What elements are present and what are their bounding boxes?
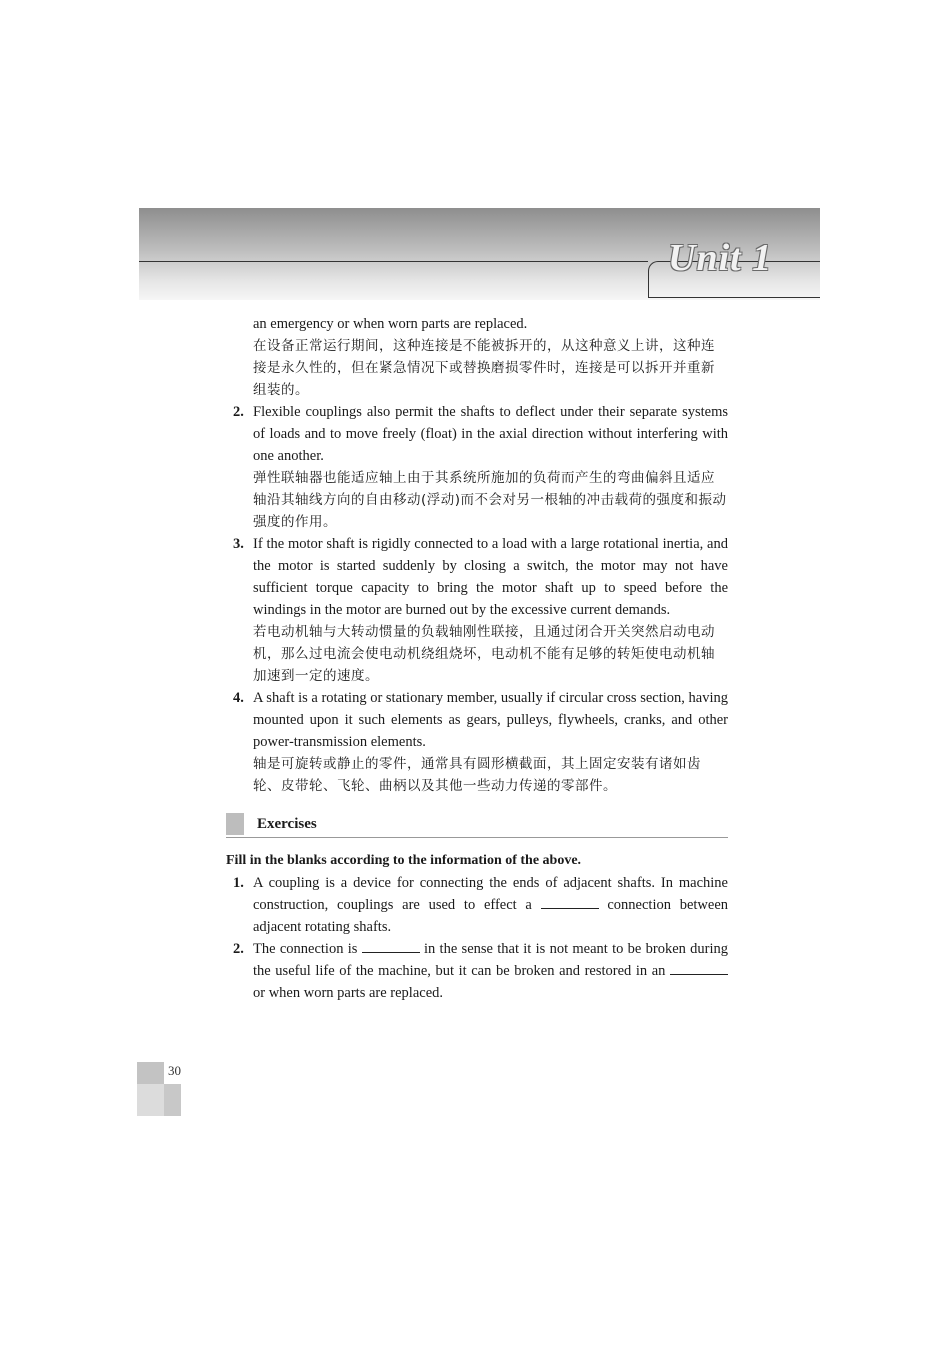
fill-blank[interactable] — [541, 894, 599, 909]
continued-paragraph-cn: 在设备正常运行期间，这种连接是不能被拆开的，从这种意义上讲，这种连接是永久性的，但在紧急情况下或替换磨损零件时，连接是可以拆开并重新组装的。 — [253, 338, 715, 398]
exercises-heading — [226, 813, 728, 838]
question-text-part: connection between adjacent rotating shafts. — [253, 897, 729, 935]
page-marker-block — [137, 1084, 164, 1116]
item-number: 4. — [233, 690, 244, 706]
item-text-cn: 弹性联轴器也能适应轴上由于其系统所施加的负荷而产生的弯曲偏斜且适应轴沿其轴线方向的自由移动(浮动)而不会对另一根轴的冲击载荷的强度和振动强度的作用。 — [253, 470, 727, 530]
question-number: 1. — [233, 875, 244, 891]
item-number: 3. — [233, 536, 244, 552]
exercise-question — [226, 938, 728, 1004]
question-text — [253, 872, 728, 938]
item-number: 2. — [233, 404, 244, 420]
list-item — [226, 401, 728, 533]
item-text-en: A shaft is a rotating or stationary member, usually if circular cross section, having mounted upon it such elements as gears, pulleys, flywheels, cranks, and other power-transmission elements. — [253, 690, 728, 750]
header-rule — [139, 261, 648, 262]
question-text-part: The connection is — [253, 941, 358, 957]
question-number: 2. — [233, 941, 244, 957]
fill-blank[interactable] — [670, 960, 728, 975]
list-item — [226, 687, 728, 797]
page-content — [226, 313, 728, 1004]
continued-paragraph-en: an emergency or when worn parts are replaced. — [253, 316, 528, 332]
page-marker-block — [164, 1084, 181, 1116]
question-text — [253, 938, 728, 1004]
question-text-part: A coupling is a device for connecting the ends of adjacent shafts. In machine construction, couplings are used to effect a — [253, 875, 728, 913]
item-text-en: If the motor shaft is rigidly connected to a load with a large rotational inertia, and the motor is started suddenly by closing a switch, the motor may not have sufficient torque capacity to bring the motor shaft up to speed before the windings in the motor are burned out by the excessive current demands. — [253, 536, 728, 618]
question-text-part: in the sense that it is not meant to be broken during the useful life of the machine, but it can be broken and restored in an — [253, 941, 729, 979]
item-text-en: Flexible couplings also permit the shafts to deflect under their separate systems of loads and to move freely (float) in the axial direction without interfering with one another. — [253, 404, 728, 464]
heading-bar — [226, 813, 244, 835]
item-text-cn: 轴是可旋转或静止的零件，通常具有圆形横截面，其上固定安装有诸如齿轮、皮带轮、飞轮、曲柄以及其他一些动力传递的零部件。 — [253, 756, 701, 794]
question-text-part: or when worn parts are replaced. — [253, 985, 444, 1001]
exercise-question — [226, 872, 728, 938]
list-item — [226, 533, 728, 687]
exercises-title: Exercises — [257, 816, 317, 832]
unit-title: Unit 1 — [668, 237, 773, 279]
fill-blank[interactable] — [362, 938, 420, 953]
page-marker-block — [137, 1062, 164, 1084]
page-number: 30 — [168, 1063, 181, 1078]
item-text-cn: 若电动机轴与大转动惯量的负载轴刚性联接，且通过闭合开关突然启动电动机，那么过电流会使电动机绕组烧坏，电动机不能有足够的转矩使电动机轴加速到一定的速度。 — [253, 624, 715, 684]
exercise-instruction: Fill in the blanks according to the information of the above. — [226, 853, 582, 868]
